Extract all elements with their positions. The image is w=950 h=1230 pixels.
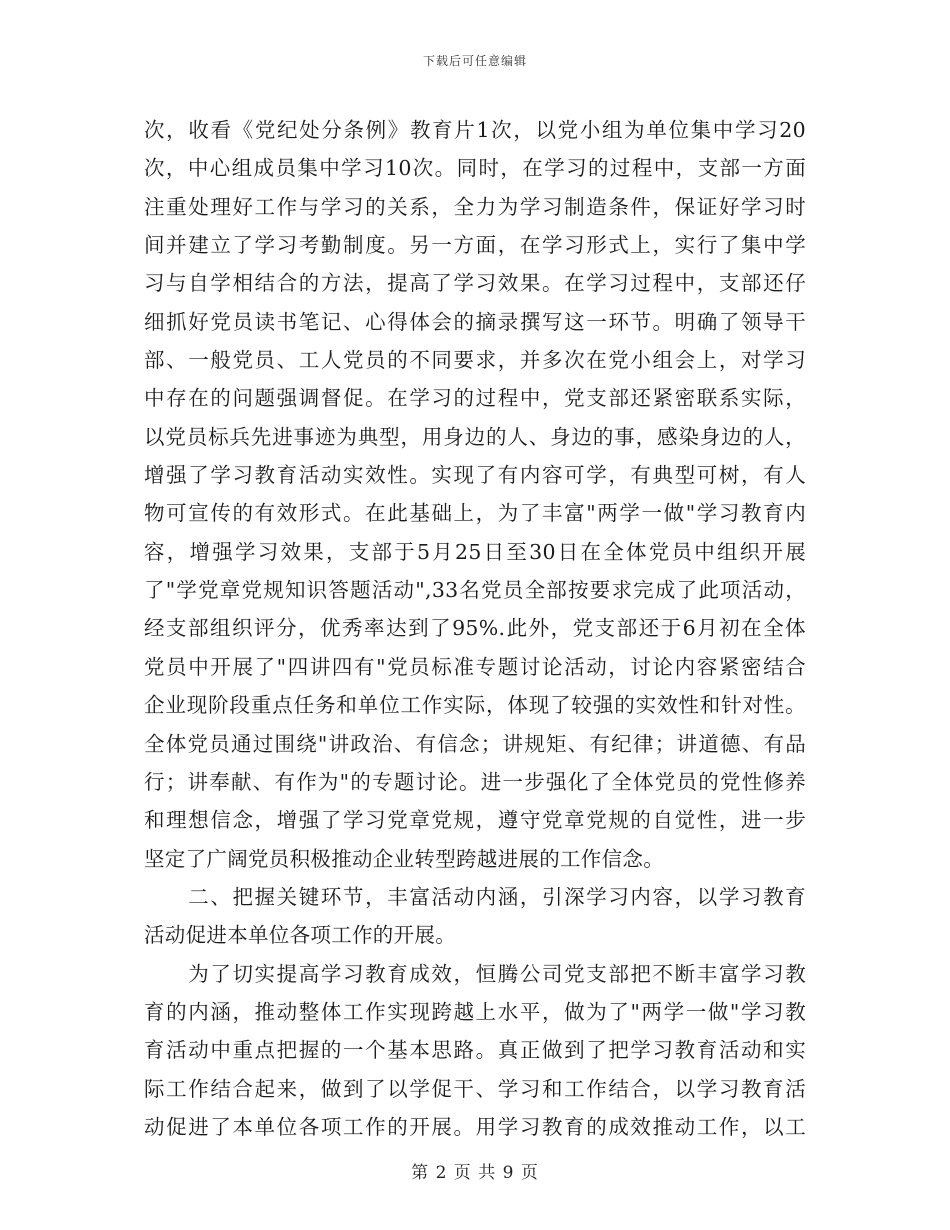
text-line: 次，中心组成员集中学习10次。同时，在学习的过程中，支部一方面 bbox=[144, 156, 806, 181]
text-line: 为了切实提高学习教育成效，恒腾公司党支部把不断丰富学习教 bbox=[144, 961, 806, 986]
text-line: 中存在的问题强调督促。在学习的过程中，党支部还紧密联系实际， bbox=[144, 386, 806, 411]
total-page-number: 9 bbox=[502, 1163, 515, 1183]
text-line: 育的内涵，推动整体工作实现跨越上水平，做为了"两学一做"学习教 bbox=[144, 999, 806, 1024]
page-label-suffix: 页 bbox=[520, 1163, 539, 1183]
paragraph bbox=[144, 955, 806, 1147]
text-line: 党员中开展了"四讲四有"党员标准专题讨论活动，讨论内容紧密结合 bbox=[144, 654, 806, 679]
text-line: 活动促进本单位各项工作的开展。 bbox=[144, 923, 456, 948]
page-label-prefix: 第 bbox=[411, 1163, 430, 1183]
text-line: 细抓好党员读书笔记、心得体会的摘录撰写这一环节。明确了领导干 bbox=[144, 309, 806, 334]
text-line: 全体党员通过围绕"讲政治、有信念；讲规矩、有纪律；讲道德、有品 bbox=[144, 731, 806, 756]
current-page-number: 2 bbox=[435, 1163, 448, 1183]
section-heading-paragraph bbox=[144, 878, 806, 955]
paragraph-continued bbox=[144, 111, 806, 878]
page-label-middle: 页 共 bbox=[453, 1163, 497, 1183]
text-line: 行；讲奉献、有作为"的专题讨论。进一步强化了全体党员的党性修养 bbox=[144, 769, 806, 794]
text-line: 以党员标兵先进事迹为典型，用身边的人、身边的事，感染身边的人， bbox=[144, 424, 806, 449]
text-line: 企业现阶段重点任务和单位工作实际，体现了较强的实效性和针对性。 bbox=[144, 693, 806, 718]
text-line: 育活动中重点把握的一个基本思路。真正做到了把学习教育活动和实 bbox=[144, 1038, 806, 1063]
text-line: 次，收看《党纪处分条例》教育片1次，以党小组为单位集中学习20 bbox=[144, 118, 806, 142]
text-line: 二、把握关键环节，丰富活动内涵，引深学习内容，以学习教育 bbox=[144, 884, 806, 909]
text-line: 注重处理好工作与学习的关系，全力为学习制造条件，保证好学习时 bbox=[144, 194, 806, 219]
text-line: 增强了学习教育活动实效性。实现了有内容可学，有典型可树，有人 bbox=[144, 463, 806, 488]
text-line: 容，增强学习效果，支部于5月25日至30日在全体党员中组织开展 bbox=[144, 539, 806, 564]
text-line: 和理想信念，增强了学习党章党规，遵守党章党规的自觉性，进一步 bbox=[144, 808, 806, 833]
text-line: 际工作结合起来，做到了以学促干、学习和工作结合，以学习教育活 bbox=[144, 1076, 806, 1101]
text-line: 了"学党章党规知识答题活动",33名党员全部按要求完成了此项活动， bbox=[144, 578, 806, 603]
document-body bbox=[144, 111, 806, 1146]
page-footer bbox=[0, 1158, 950, 1183]
text-line: 动促进了本单位各项工作的开展。用学习教育的成效推动工作，以工 bbox=[144, 1114, 806, 1139]
text-line: 部、一般党员、工人党员的不同要求，并多次在党小组会上，对学习 bbox=[144, 348, 806, 373]
text-line: 习与自学相结合的方法，提高了学习效果。在学习过程中，支部还仔 bbox=[144, 271, 806, 296]
text-line: 物可宣传的有效形式。在此基础上，为了丰富"两学一做"学习教育内 bbox=[144, 501, 806, 526]
text-line: 坚定了广阔党员积极推动企业转型跨越进展的工作信念。 bbox=[144, 846, 664, 871]
page-header bbox=[0, 52, 950, 69]
text-line: 间并建立了学习考勤制度。另一方面，在学习形式上，实行了集中学 bbox=[144, 233, 806, 258]
header-text: 下载后可任意编辑 bbox=[422, 54, 527, 68]
text-line: 经支部组织评分，优秀率达到了95%.此外，党支部还于6月初在全体 bbox=[144, 616, 806, 641]
